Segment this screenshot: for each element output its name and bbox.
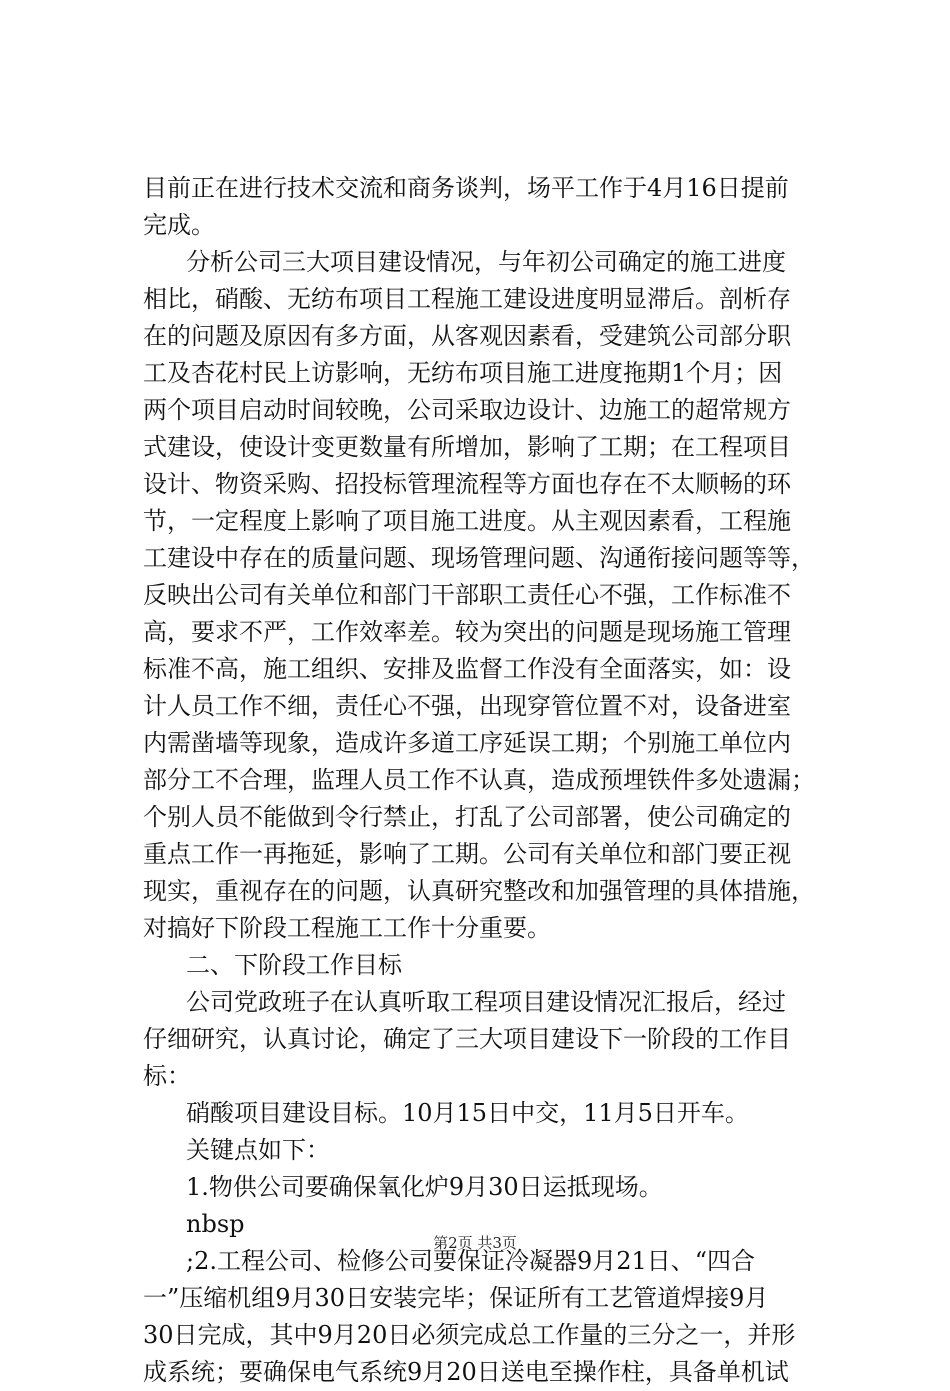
text-line: 工及杏花村民上访影响，无纺布项目施工进度拖期1个月；因 [143,359,783,387]
text-line: nbsp [186,1210,245,1238]
text-line: 二、下阶段工作目标 [186,951,402,979]
text-line: 完成。 [143,211,215,239]
text-line: 成系统；要确保电气系统9月20日送电至操作柱，具备单机试 [143,1358,789,1386]
text-line: 目前正在进行技术交流和商务谈判，场平工作于4月16日提前 [143,174,789,202]
text-line: 两个项目启动时间较晚，公司采取边设计、边施工的超常规方 [143,396,791,424]
text-line: 内需凿墙等现象，造成许多道工序延误工期；个别施工单位内 [143,729,791,757]
text-line: 分析公司三大项目建设情况，与年初公司确定的施工进度 [186,248,786,276]
text-line: 相比，硝酸、无纺布项目工程施工建设进度明显滞后。剖析存 [143,285,791,313]
text-line: 计人员工作不细，责任心不强，出现穿管位置不对，设备进室 [143,692,791,720]
text-line: 工建设中存在的质量问题、现场管理问题、沟通衔接问题等等， [143,544,815,572]
text-line: 标： [143,1062,191,1090]
text-line: 现实，重视存在的问题，认真研究整改和加强管理的具体措施， [143,877,815,905]
text-line: 个别人员不能做到令行禁止，打乱了公司部署，使公司确定的 [143,803,791,831]
text-line: 设计、物资采购、招投标管理流程等方面也存在不太顺畅的环 [143,470,791,498]
text-line: 公司党政班子在认真听取工程项目建设情况汇报后，经过 [186,988,786,1016]
text-line: 式建设，使设计变更数量有所增加，影响了工期；在工程项目 [143,433,791,461]
text-line: 重点工作一再拖延，影响了工期。公司有关单位和部门要正视 [143,840,791,868]
text-line: 高，要求不严，工作效率差。较为突出的问题是现场施工管理 [143,618,791,646]
text-line: 1.物供公司要确保氧化炉9月30日运抵现场。 [186,1173,663,1201]
text-line: 一”压缩机组9月30日安装完毕；保证所有工艺管道焊接9月 [143,1284,769,1312]
text-line: 在的问题及原因有多方面，从客观因素看，受建筑公司部分职 [143,322,791,350]
text-line: 硝酸项目建设目标。10月15日中交，11月5日开车。 [186,1099,749,1127]
text-line: 关键点如下： [186,1136,330,1164]
document-body [143,170,833,1391]
text-line: 仔细研究，认真讨论，确定了三大项目建设下一阶段的工作目 [143,1025,791,1053]
text-line: 反映出公司有关单位和部门干部职工责任心不强，工作标准不 [143,581,791,609]
text-line: 30日完成，其中9月20日必须完成总工作量的三分之一，并形 [143,1321,796,1349]
text-line: 对搞好下阶段工程施工工作十分重要。 [143,914,551,942]
text-line: 部分工不合理，监理人员工作不认真，造成预埋铁件多处遗漏； [143,766,815,794]
text-line: 节，一定程度上影响了项目施工进度。从主观因素看，工程施 [143,507,791,535]
page-footer: 第2页 共3页 [433,1234,517,1252]
text-line: ;2.工程公司、检修公司要保证冷凝器9月21日、“四合 [186,1247,756,1275]
text-line: 标准不高，施工组织、安排及监督工作没有全面落实，如：设 [143,655,791,683]
